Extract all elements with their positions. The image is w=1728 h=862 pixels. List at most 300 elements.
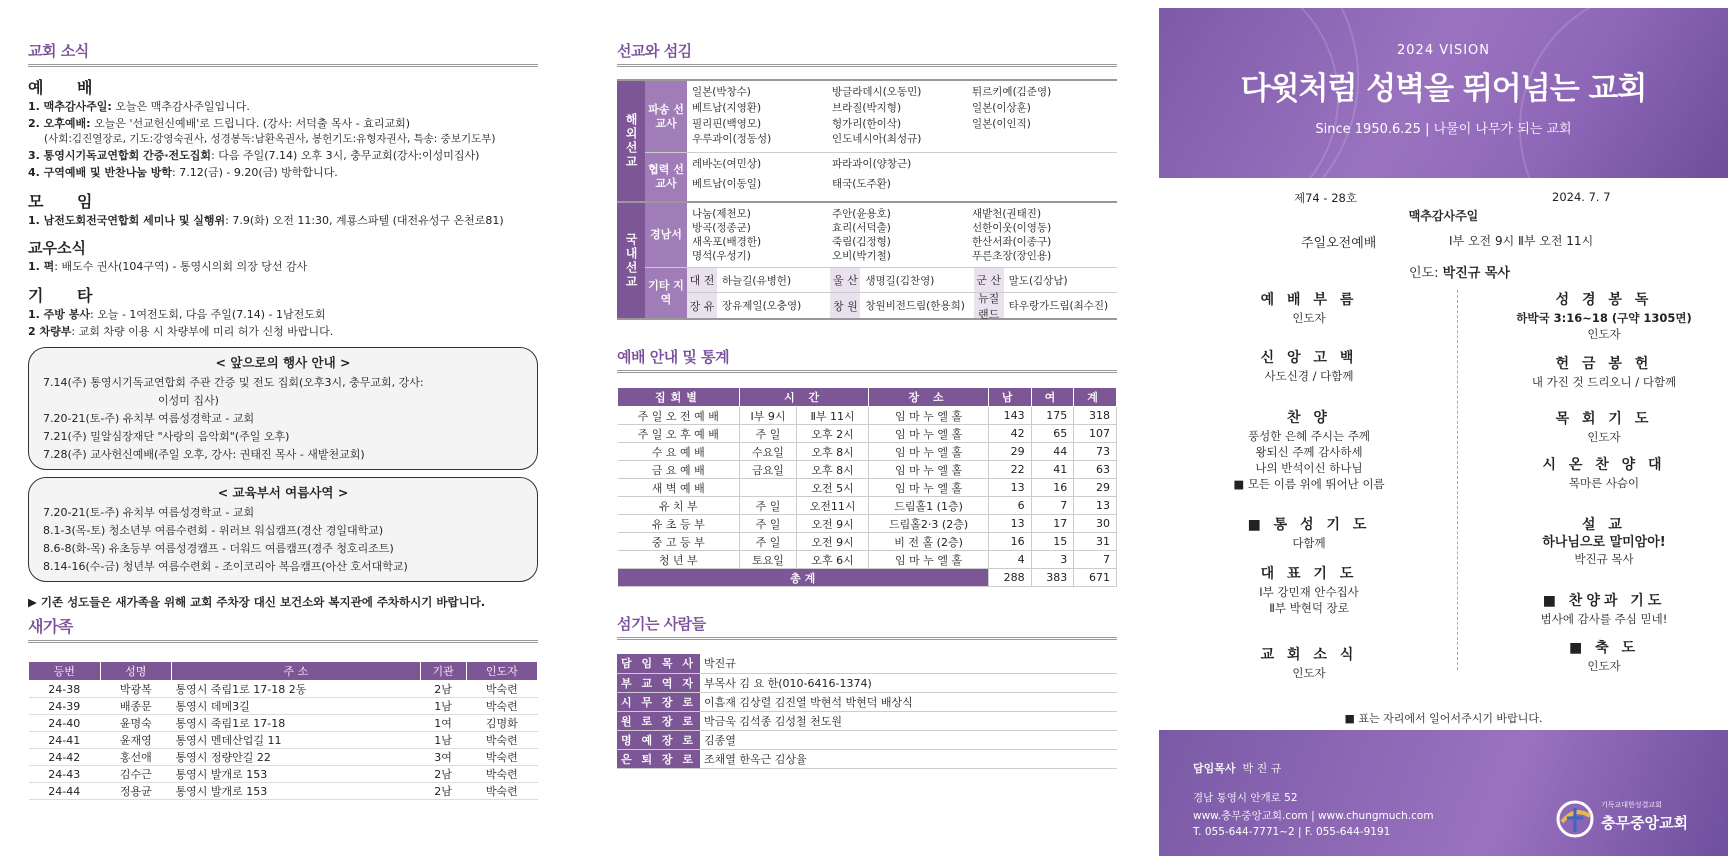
region-church: 하늘길(유병헌) (722, 274, 792, 287)
table-cell: 토요일 (740, 551, 797, 569)
table-cell: 143 (988, 407, 1031, 425)
table-cell: 73 (1074, 443, 1117, 461)
table-cell: 유 초 등 부 (618, 515, 740, 533)
table-cell: 박숙련 (466, 783, 537, 800)
news-item (28, 98, 538, 115)
table-cell: 1남 (420, 732, 466, 749)
region-church: 장유제일(오충영) (722, 300, 802, 312)
table-cell: 박숙련 (466, 749, 537, 766)
service-times: Ⅰ부 오전 9시 Ⅱ부 오전 11시 (1449, 234, 1594, 248)
domestic-church: 오비(박기철) (832, 250, 891, 262)
news-item-key: 1. 펵 (28, 260, 55, 273)
missionary: 태국(도주환) (832, 178, 891, 190)
stand-note: ■ 표는 자리에서 일어서주시기 바랍니다. (1344, 712, 1543, 725)
table-cell: 15 (1031, 533, 1074, 551)
order-line: 목마른 사슴이 (1568, 476, 1640, 490)
missionary (972, 177, 1112, 197)
order-item (1189, 350, 1429, 384)
event-item: 7.20-21(토-주) 유치부 여름성경학교 - 교회 (43, 506, 255, 519)
staff-row (617, 749, 1117, 768)
domestic-church: 주안(윤용호) (832, 208, 891, 220)
table-cell: 박숙련 (466, 766, 537, 783)
nf-header: 인도자 (466, 662, 537, 681)
region-name: 울 산 (830, 268, 860, 292)
news-item-text: : 다음 주일(7.14) 오후 3시, 충무교회(강사:이성미집사) (211, 149, 480, 162)
news-item-text: 오늘은 맥추감사주일입니다. (111, 100, 250, 113)
table-row (618, 479, 1117, 497)
table-cell: 임 마 누 엘 홀 (869, 461, 989, 479)
mission-row (645, 153, 1117, 201)
table-cell: 175 (1031, 407, 1074, 425)
missionary: 필리핀(백영모) (692, 117, 762, 130)
missionary: 브라질(박지형) (832, 101, 902, 114)
table-row (618, 497, 1117, 515)
table-cell: 정용균 (100, 783, 171, 800)
order-item (1484, 411, 1724, 445)
order-line: 하박국 3:16~18 (구약 1305면) (1516, 311, 1692, 325)
table-row (29, 715, 538, 732)
table-cell: 44 (1031, 443, 1074, 461)
table-cell: 13 (988, 479, 1031, 497)
parking-note: ▶ 기존 성도들은 새가족을 위해 교회 주차장 대신 보건소와 복지관에 주차하시기 바랍니다. (28, 595, 486, 609)
news-item-key: 1. 맥추감사주일: (28, 100, 112, 113)
missionary: 일본(박창수) (692, 86, 751, 98)
missionary (972, 157, 1112, 177)
news-item (28, 258, 538, 275)
order-line: 인도자 (1587, 430, 1621, 444)
table-cell: 주 일 (740, 497, 797, 515)
region-name: 뉴질랜드 (974, 293, 1004, 318)
table-row (618, 407, 1117, 425)
table-cell: 13 (1074, 497, 1117, 515)
table-cell: Ⅱ부 11시 (796, 407, 868, 425)
news-item-text: : 7.9(화) 오전 11:30, 계룡스파텔 (대전유성구 온천로81) (225, 214, 504, 227)
domestic-church: 한산서좌(이종구) (972, 236, 1052, 248)
table-cell: 김명화 (466, 715, 537, 732)
table-cell: 박숙련 (466, 732, 537, 749)
summer-ministry-box (28, 477, 538, 582)
table-cell: 통영시 발개로 153 (172, 766, 421, 783)
domestic-church: 선한이웃(이영동) (972, 222, 1052, 234)
total-cell: 671 (1074, 569, 1117, 587)
table-cell: 박광복 (100, 681, 171, 698)
table-cell: 오후 8시 (796, 443, 868, 461)
region-church: 창원비전드림(한용희) (865, 300, 965, 312)
table-cell: 24-42 (29, 749, 101, 766)
table-cell: 통영시 죽림1로 17-18 (172, 715, 421, 732)
order-line: 인도자 (1587, 327, 1621, 341)
table-cell: 유 치 부 (618, 497, 740, 515)
region-church: 말도(김상남) (1008, 274, 1068, 287)
table-cell: 오전11시 (796, 497, 868, 515)
total-cell: 288 (988, 569, 1031, 587)
order-item (1484, 292, 1724, 342)
table-cell: 30 (1074, 515, 1117, 533)
meeting-heading: 모 임 (28, 192, 107, 211)
regional-row (687, 291, 1117, 321)
table-row (618, 443, 1117, 461)
table-cell: 홍선애 (100, 749, 171, 766)
event-item: 8.14-16(수-금) 청년부 여름수련회 - 조이코리아 복음캠프(아산 호서대학교) (43, 560, 408, 573)
issue-date: 2024. 7. 7 (1552, 190, 1611, 204)
mission-grid (687, 81, 1117, 152)
table-row (29, 732, 538, 749)
table-row (618, 515, 1117, 533)
church-web: www.충무중앙교회.com | www.chungmuch.com (1193, 810, 1434, 822)
order-item (1189, 566, 1429, 616)
domestic-church: 효리(서덕출) (832, 222, 891, 234)
table-cell: 24-41 (29, 732, 101, 749)
table-cell: 3 (1031, 551, 1074, 569)
event-item: 이성미 집사) (158, 394, 219, 407)
staff-names: 박금욱 김석종 김성철 천도원 (700, 711, 1117, 730)
news-item-key: 3. 통영시기독교연합회 간증·전도집회 (28, 149, 212, 162)
pastor-line: 담임목사 박 진 규 (1193, 762, 1282, 775)
news-item-text: : 오늘 - 1여전도회, 다음 주일(7.14) - 1남전도회 (90, 308, 326, 321)
table-cell: 63 (1074, 461, 1117, 479)
order-item (1189, 410, 1429, 492)
ws-header-female: 여 (1031, 388, 1074, 407)
domestic-church: 방곡(정종군) (692, 222, 751, 234)
table-cell: 오후 2시 (796, 425, 868, 443)
domestic-church: 새밭천(권태진) (972, 208, 1042, 220)
table-cell: 통영시 데메3길 (172, 698, 421, 715)
missionary: 헝가리(한이삭) (832, 117, 902, 130)
table-cell: 박숙련 (466, 698, 537, 715)
table-cell: 1남 (420, 698, 466, 715)
table-cell: 2남 (420, 783, 466, 800)
staff-role: 원 로 장 로 (617, 711, 700, 730)
order-item (1189, 647, 1429, 681)
region-church: 타우랑가드림(최수진) (1008, 300, 1109, 312)
missionary: 인도네시아(최성규) (832, 133, 922, 146)
news-item-text: : 7.12(금) - 9.20(금) 방학합니다. (172, 166, 338, 179)
cover-footer (1159, 730, 1728, 856)
news-item-text: : 교회 차량 이용 시 차량부에 미리 허가 신청 바랍니다. (71, 325, 334, 338)
table-cell: 임 마 누 엘 홀 (869, 479, 989, 497)
worship-stats-title: 예배 안내 및 통계 (617, 346, 1117, 373)
upcoming-events-title: < 앞으로의 행사 안내 > (215, 355, 351, 370)
order-item (1484, 517, 1724, 567)
staff-row (617, 711, 1117, 730)
ws-header-male: 남 (988, 388, 1031, 407)
missionary: 튀르키예(김준영) (972, 86, 1052, 98)
staff-title: 섬기는 사람들 (617, 613, 1117, 640)
table-row (618, 533, 1117, 551)
member-news-list (28, 258, 538, 275)
overseas-label: 해외선교 (617, 81, 645, 201)
ws-header-total: 계 (1074, 388, 1117, 407)
domestic-church: 죽림(김정형) (832, 236, 891, 248)
domestic-label: 국내선교 (617, 203, 645, 318)
news-item (28, 323, 538, 340)
order-line: 사도신경 / 다함께 (1264, 369, 1354, 383)
table-cell: 22 (988, 461, 1031, 479)
order-line: 다함께 (1292, 536, 1326, 550)
order-line: 인도자 (1292, 666, 1326, 680)
order-line: 내 가진 것 드리오니 / 다함께 (1531, 375, 1677, 389)
worship-news-list (28, 98, 538, 181)
order-line: 인도자 (1587, 659, 1621, 673)
worship-stats-table (617, 387, 1117, 587)
missionary: 일본(이상훈) (972, 101, 1031, 114)
order-line: 범사에 감사를 주심 믿네! (1540, 612, 1668, 626)
order-heading: 시 온 찬 양 대 (1542, 457, 1666, 473)
staff-row (617, 730, 1117, 749)
table-cell: 41 (1031, 461, 1074, 479)
nf-header: 기관 (420, 662, 466, 681)
staff-names: 김종열 (700, 730, 1117, 749)
news-item-text: 오늘은 '선교헌신예배'로 드립니다. (강사: 서덕출 목사 - 효리교회) (90, 117, 411, 130)
missionary: 우루과이(정동성) (692, 133, 772, 146)
table-cell: 24-43 (29, 766, 101, 783)
table-cell: 박숙련 (466, 681, 537, 698)
table-cell: 주 일 (740, 533, 797, 551)
domestic-church: 나눔(제천모) (692, 208, 751, 220)
table-cell: 드림홀2·3 (2층) (869, 515, 989, 533)
staff-role: 부 교 역 자 (617, 673, 700, 692)
church-address: 경남 통영시 안개로 52 (1193, 792, 1298, 804)
news-item (28, 115, 538, 132)
missionary: 레바논(여민상) (692, 158, 762, 170)
church-phone: T. 055-644-7771~2 | F. 055-644-9191 (1193, 826, 1391, 838)
table-cell: 오후 6시 (796, 551, 868, 569)
region-name: 대 전 (687, 268, 717, 292)
order-heading: 헌 금 봉 헌 (1555, 356, 1653, 372)
order-line: 인도자 (1292, 311, 1326, 325)
order-line: 나의 반석이신 하나님 (1255, 461, 1363, 475)
event-item: 8.6-8(화-목) 유초등부 여름성경캠프 - 더워드 여름캠프(경주 청호리조트) (43, 542, 394, 555)
region-name: 군 산 (974, 268, 1004, 292)
table-cell: 통영시 죽림1로 17-18 2동 (172, 681, 421, 698)
staff-table (617, 654, 1117, 769)
worship-heading: 예 배 (28, 78, 107, 97)
order-line: 풍성한 은혜 주시는 주께 (1247, 429, 1371, 443)
region-church: 생명길(김찬영) (865, 274, 935, 287)
news-item (28, 212, 538, 229)
news-item (28, 164, 538, 181)
mission-title: 선교와 섬김 (617, 40, 1117, 67)
church-logo-icon (1554, 798, 1596, 840)
table-cell: Ⅰ부 9시 (740, 407, 797, 425)
nf-header: 주 소 (172, 662, 421, 681)
table-cell: 1여 (420, 715, 466, 732)
table-cell: 금요일 (740, 461, 797, 479)
news-item-key: 2. 오후예배: (28, 117, 91, 130)
table-cell: 29 (1074, 479, 1117, 497)
table-row (29, 698, 538, 715)
table-cell: 주 일 오 전 예 배 (618, 407, 740, 425)
table-cell: 통영시 멘데산업길 11 (172, 732, 421, 749)
order-line: 왕되신 주께 감사하세 (1255, 445, 1363, 459)
etc-news-list (28, 306, 538, 340)
table-cell: 드림홀1 (1층) (869, 497, 989, 515)
order-item (1484, 593, 1724, 627)
meeting-news-list (28, 212, 538, 229)
order-line: Ⅰ부 강민재 안수집사 (1259, 585, 1359, 599)
total-row (618, 569, 1117, 587)
table-cell: 통영시 발개로 153 (172, 783, 421, 800)
table-cell: 16 (988, 533, 1031, 551)
order-item (1484, 356, 1724, 390)
news-item (28, 132, 538, 147)
leader-name: 박진규 목사 (1442, 266, 1510, 281)
service-label: 주일오전예배 (1301, 236, 1377, 251)
table-cell: 24-44 (29, 783, 101, 800)
news-item-text: : 배도수 권사(104구역) - 통영시의회 의장 당선 감사 (54, 260, 308, 273)
missionary: 파라과이(양창근) (832, 158, 912, 170)
staff-role: 명 예 장 로 (617, 730, 700, 749)
pastor-name: 박 진 규 (1242, 762, 1282, 775)
order-item (1189, 292, 1429, 326)
table-cell: 7 (1031, 497, 1074, 515)
table-row (618, 461, 1117, 479)
staff-names: 부목사 김 요 한(010-6416-1374) (700, 673, 1117, 692)
table-cell: 비 전 홀 (2층) (869, 533, 989, 551)
table-cell: 4 (988, 551, 1031, 569)
table-cell: 65 (1031, 425, 1074, 443)
news-item (28, 306, 538, 323)
leader-line: 인도: 박진규 목사 (1409, 266, 1510, 281)
table-cell: 6 (988, 497, 1031, 515)
church-news-title: 교회 소식 (28, 40, 538, 67)
staff-names: 박진규 (700, 654, 1117, 673)
table-row (29, 749, 538, 766)
mission-column (617, 0, 1117, 862)
table-cell: 임 마 누 엘 홀 (869, 551, 989, 569)
order-heading: 신 앙 고 백 (1260, 350, 1358, 366)
news-item-key: 1. 주방 봉사 (28, 308, 90, 321)
order-heading: 성 경 봉 독 (1555, 292, 1653, 308)
news-item (28, 147, 538, 164)
nf-header: 성명 (100, 662, 171, 681)
table-cell: 수 요 예 배 (618, 443, 740, 461)
table-cell: 17 (1031, 515, 1074, 533)
vision-since: Since 1950.6.25 | 나물이 나무가 되는 교회 (1315, 122, 1572, 137)
order-divider (1457, 290, 1458, 670)
event-item: 7.20-21(토-주) 유치부 여름성경학교 - 교회 (43, 412, 255, 425)
table-row (618, 551, 1117, 569)
logo-church-name: 충무중앙교회 (1601, 814, 1688, 832)
region-name: 창 원 (830, 293, 860, 318)
issue-number: 제74 - 28호 (1294, 191, 1357, 205)
table-cell: 오전 9시 (796, 515, 868, 533)
staff-names: 조채열 한옥근 김상율 (700, 749, 1117, 768)
table-cell: 16 (1031, 479, 1074, 497)
table-cell: 수요일 (740, 443, 797, 461)
table-cell: 청 년 부 (618, 551, 740, 569)
table-row (29, 766, 538, 783)
vision-year: 2024 VISION (1397, 43, 1490, 58)
total-label: 총 계 (618, 569, 989, 587)
table-cell: 107 (1074, 425, 1117, 443)
vision-banner (1159, 8, 1728, 178)
table-cell: 금 요 예 배 (618, 461, 740, 479)
new-family-table (28, 661, 538, 800)
order-heading: 예 배 부 름 (1260, 292, 1358, 308)
table-cell: 김수근 (100, 766, 171, 783)
table-row (29, 783, 538, 800)
table-cell: 3여 (420, 749, 466, 766)
order-line: ■ 모든 이름 위에 뛰어난 이름 (1233, 477, 1385, 491)
table-cell: 오전 9시 (796, 533, 868, 551)
order-heading: ■ 통 성 기 도 (1247, 517, 1371, 533)
order-item (1189, 517, 1429, 551)
missionary: 방글라데시(오동민) (832, 86, 922, 98)
church-news-column (28, 0, 538, 862)
staff-row (617, 692, 1117, 711)
staff-row (617, 673, 1117, 692)
table-cell: 주 일 오 후 예 배 (618, 425, 740, 443)
table-cell: 31 (1074, 533, 1117, 551)
etc-heading: 기 타 (28, 286, 107, 305)
table-cell: 임 마 누 엘 홀 (869, 407, 989, 425)
table-cell: 24-40 (29, 715, 101, 732)
domestic-church: 새옥포(배경한) (692, 236, 762, 248)
missionary: 베트남(지영환) (692, 101, 762, 114)
ws-header-meeting: 집회별 (618, 388, 740, 407)
upcoming-events-box (28, 347, 538, 470)
missionary (972, 132, 1112, 148)
total-cell: 383 (1031, 569, 1074, 587)
sunday-title: 맥추감사주일 (1408, 209, 1479, 223)
member-heading: 교우소식 (28, 239, 86, 257)
table-cell: 주 일 (740, 425, 797, 443)
table-cell: 새 벽 예 배 (618, 479, 740, 497)
table-cell: 13 (988, 515, 1031, 533)
order-line: 하나님으로 말미암아! (1542, 535, 1666, 550)
new-family-title: 새가족 (28, 614, 538, 643)
table-cell: 중 고 등 부 (618, 533, 740, 551)
table-cell: 배종문 (100, 698, 171, 715)
order-item (1484, 640, 1724, 674)
table-row (618, 425, 1117, 443)
table-cell: 2남 (420, 681, 466, 698)
table-row (29, 681, 538, 698)
news-item-key: 1. 남전도회전국연합회 세미나 및 실행위 (28, 214, 226, 227)
staff-role: 시 무 장 로 (617, 692, 700, 711)
logo-denomination: 기독교대한성결교회 (1601, 801, 1662, 809)
table-cell: 2남 (420, 766, 466, 783)
staff-row (617, 654, 1117, 673)
domestic-category: 경남서 (645, 203, 687, 267)
order-heading: 목 회 기 도 (1555, 411, 1653, 427)
event-item: 7.14(주) 통영시기독교연합회 주관 간증 및 전도 집회(오후3시, 충무교회, 강사: (43, 376, 424, 389)
table-cell: 24-38 (29, 681, 101, 698)
table-cell: 7 (1074, 551, 1117, 569)
table-cell (740, 479, 797, 497)
table-cell: 318 (1074, 407, 1117, 425)
table-cell: 임 마 누 엘 홀 (869, 425, 989, 443)
table-cell: 주 일 (740, 515, 797, 533)
order-heading: 설 교 (1582, 517, 1626, 533)
table-cell: 오전 5시 (796, 479, 868, 497)
order-heading: 찬 양 (1287, 410, 1331, 426)
table-cell: 임 마 누 엘 홀 (869, 443, 989, 461)
regional-category: 기타 지역 (645, 268, 687, 318)
table-cell: 윤명숙 (100, 715, 171, 732)
table-cell: 42 (988, 425, 1031, 443)
ws-header-time: 시 간 (740, 388, 869, 407)
mission-category: 파송 선교사 (645, 81, 687, 152)
table-cell: 24-39 (29, 698, 101, 715)
event-item: 7.21(주) 밀알심장재단 "사랑의 음악회"(주일 오후) (43, 430, 290, 443)
order-heading: 대 표 기 도 (1260, 566, 1358, 582)
mission-row (645, 81, 1117, 153)
table-cell: 통영시 정량안길 22 (172, 749, 421, 766)
staff-role: 담 임 목 사 (617, 654, 700, 673)
table-cell: 윤재영 (100, 732, 171, 749)
